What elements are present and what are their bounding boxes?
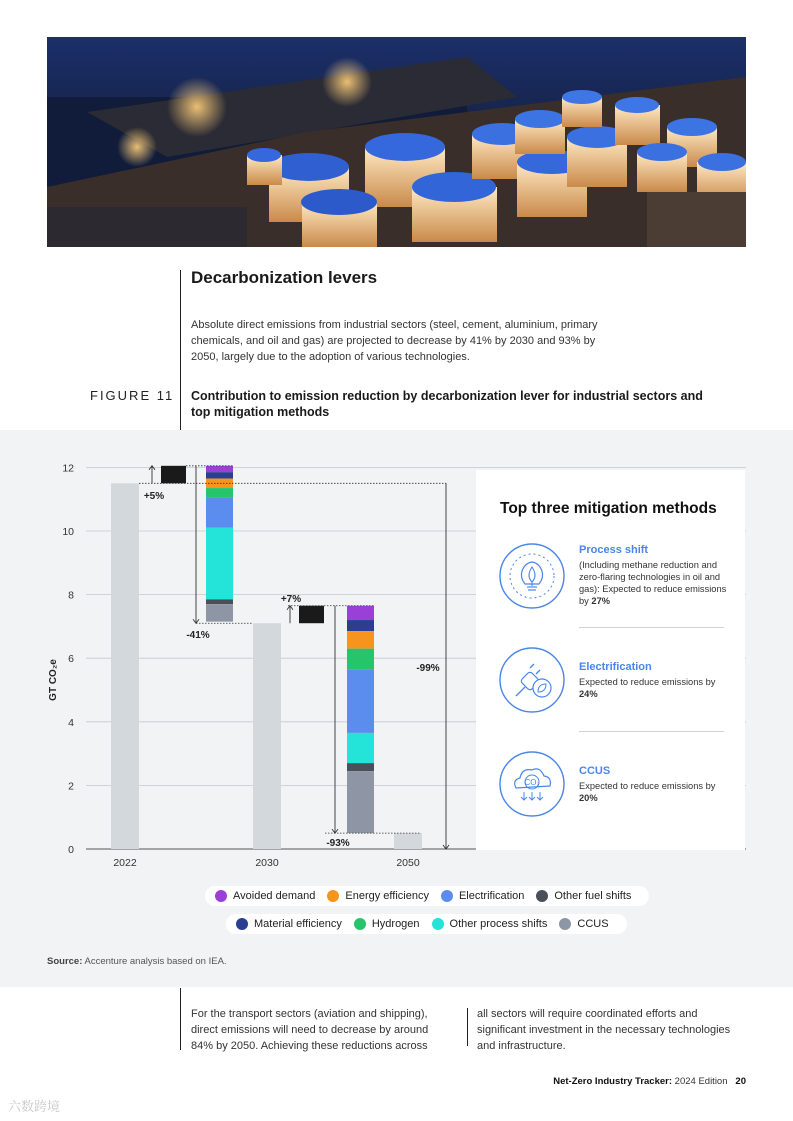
x-tick-label: 2030: [255, 857, 279, 869]
y-tick-label: 10: [62, 526, 74, 538]
mitigation-name: Electrification: [579, 661, 652, 673]
legend-item: [441, 890, 524, 902]
increase-bar: [161, 466, 186, 483]
reduction-segment: [206, 528, 233, 600]
reduction-segment: [206, 479, 233, 489]
x-tick-label: 2022: [113, 857, 137, 869]
legend-item: [354, 918, 420, 930]
divider: [579, 627, 724, 628]
figure-title: Contribution to emission reduction by decarbonization lever for industrial sectors and top mitigation methods: [191, 389, 703, 419]
y-tick-label: 6: [68, 653, 74, 666]
hero-image: [47, 37, 746, 247]
total-bar: [253, 623, 281, 849]
electric-plug-leaf-icon: [498, 646, 566, 714]
legend-swatch: [236, 918, 248, 930]
column-rule: [467, 1008, 468, 1046]
mitigation-desc: Expected to reduce emissions by 20%: [579, 781, 716, 803]
reduction-segment: [347, 733, 374, 763]
reduction-segment: [206, 498, 233, 528]
data-label: -99%: [416, 663, 440, 674]
figure-label: FIGURE 11: [90, 388, 175, 403]
mitigation-desc: Expected to reduce emissions by 24%: [579, 677, 716, 699]
legend-label: Energy efficiency: [345, 890, 429, 902]
y-tick-label: 0: [68, 844, 74, 856]
y-tick-label: 12: [62, 462, 74, 475]
reduction-segment: [347, 771, 374, 833]
legend-swatch: [327, 890, 339, 902]
reduction-segment: [347, 763, 374, 771]
section-heading: Decarbonization levers: [191, 268, 378, 287]
reduction-segment: [347, 620, 374, 631]
legend-item: [536, 890, 631, 902]
mitigation-title: Top three mitigation methods: [500, 500, 717, 517]
svg-text:CO₂: CO₂: [524, 778, 540, 787]
legend-swatch: [215, 890, 227, 902]
chart-legend: [205, 886, 649, 906]
legend-label: Avoided demand: [233, 890, 316, 902]
legend-swatch: [559, 918, 571, 930]
legend-label: Electrification: [458, 890, 525, 902]
x-tick-label: 2050: [396, 857, 420, 869]
page-number: 20: [735, 1076, 746, 1087]
divider: [579, 731, 724, 732]
reduction-segment: [206, 466, 233, 472]
legend-item: [432, 918, 548, 930]
reduction-segment: [347, 649, 374, 670]
y-tick-label: 4: [68, 716, 74, 729]
reduction-segment: [347, 669, 374, 733]
y-tick-label: 8: [68, 589, 74, 602]
data-label: +5%: [143, 491, 165, 502]
mitigation-pct: 27%: [591, 596, 611, 606]
body-column-1: For the transport sectors (aviation and shipping), direct emissions will need to decrease by around 84% by 2050. Achieving these reductions across: [191, 1008, 429, 1052]
total-bar: [394, 833, 422, 849]
legend-item: [215, 890, 315, 902]
watermark: 六数跨境: [8, 1099, 61, 1114]
legend-label: Material efficiency: [254, 918, 342, 930]
legend-item: [236, 918, 342, 930]
legend-item: [327, 890, 429, 902]
legend-label: Other fuel shifts: [554, 890, 632, 902]
legend-label: Other process shifts: [449, 918, 548, 930]
mitigation-panel: [476, 470, 745, 850]
legend-label: Hydrogen: [371, 918, 420, 930]
reduction-segment: [347, 606, 374, 620]
legend-swatch: [536, 890, 548, 902]
source-note: Source: Accenture analysis based on IEA.: [47, 956, 227, 967]
reduction-segment: [206, 488, 233, 498]
reduction-segment: [206, 472, 233, 478]
y-axis-label: GT CO₂e: [48, 659, 59, 701]
data-label: -93%: [326, 838, 350, 849]
section-rule: [180, 270, 181, 430]
intro-paragraph: Absolute direct emissions from industrial sectors (steel, cement, aluminium, primary chemicals, and oil and gas) are projected to decrease by 41% by 2030 and 93% by 2050, largely due to the adoption of various technologies.: [191, 319, 598, 363]
data-label: +7%: [280, 594, 302, 605]
page-footer: Net-Zero Industry Tracker: 2024 Edition 20: [553, 1076, 746, 1087]
legend-swatch: [432, 918, 444, 930]
legend-swatch: [441, 890, 453, 902]
legend-item: [559, 918, 608, 930]
mitigation-name: CCUS: [579, 765, 611, 777]
legend-swatch: [354, 918, 366, 930]
mitigation-pct: 24%: [579, 689, 598, 699]
mitigation-item: [498, 750, 738, 830]
y-tick-label: 2: [68, 780, 74, 793]
reduction-segment: [206, 599, 233, 604]
column-rule: [180, 988, 181, 1050]
mitigation-name: Process shift: [579, 544, 649, 556]
chart-legend: [226, 914, 627, 934]
leaf-lightbulb-icon: [498, 542, 566, 610]
reduction-segment: [347, 631, 374, 648]
mitigation-pct: 20%: [579, 793, 598, 803]
co2-cloud-icon: [498, 750, 566, 818]
data-label: -41%: [186, 630, 210, 641]
mitigation-desc: (Including methane reduction and zero-flaring technologies in oil and gas): Expected to reduce emissions by 27%: [579, 560, 727, 606]
total-bar: [111, 483, 139, 849]
legend-label: CCUS: [577, 918, 609, 930]
increase-bar: [299, 606, 324, 623]
mitigation-item: [498, 646, 738, 726]
reduction-segment: [206, 604, 233, 621]
body-column-2: all sectors will require coordinated efforts and significant investment in the necessary technologies and infrastructure.: [477, 1008, 731, 1052]
